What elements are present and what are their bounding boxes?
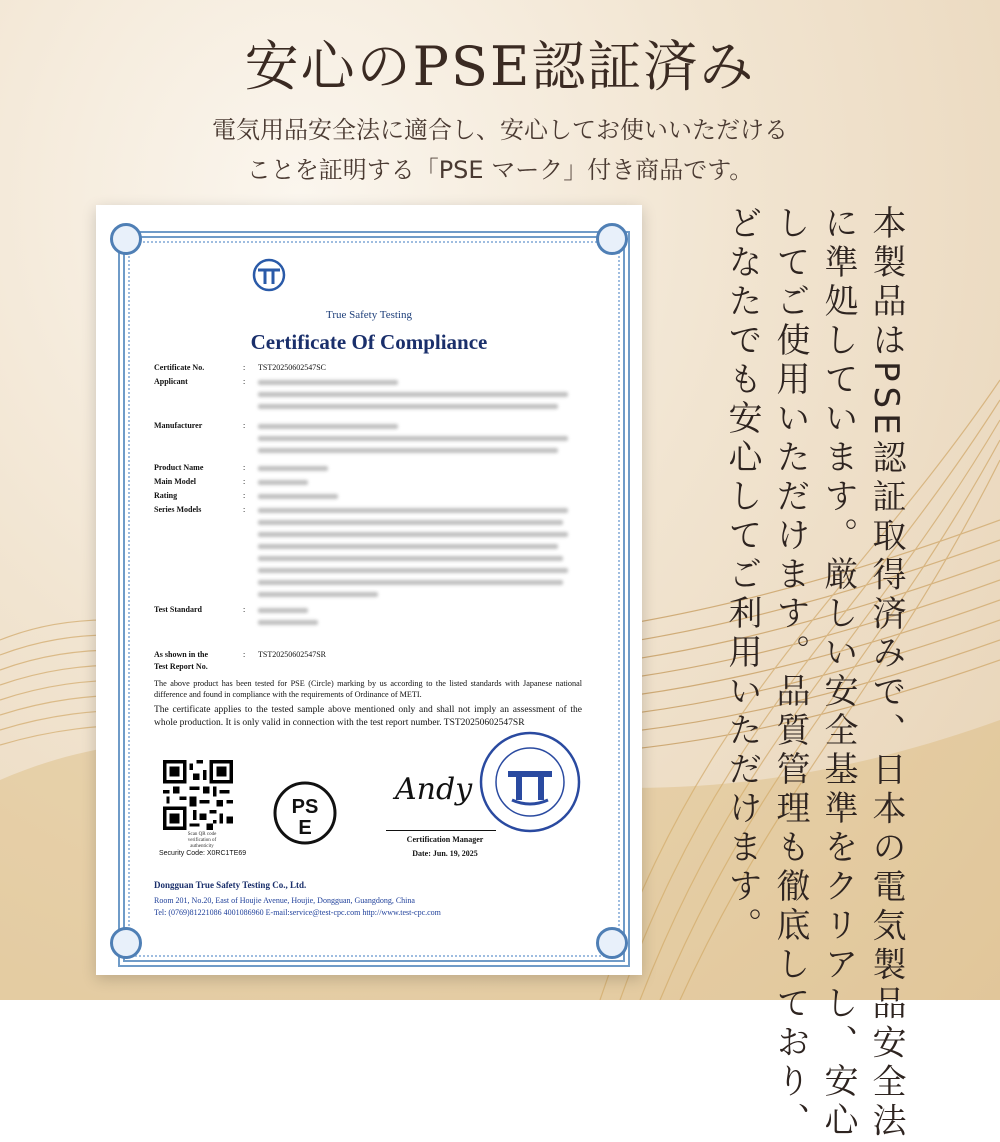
certificate-no-value: TST20250602547SC [258,363,327,372]
corner-ornament [596,223,628,255]
subheading-line-1: 電気用品安全法に適合し、安心してお使いいただける [212,116,788,144]
manager-title: Certification Manager [406,835,484,844]
series-models-label: Series Models [154,505,202,514]
vertical-text-col-1: 本製品はPSE認証取得済みで、日本の電気製品安全法 [866,205,906,1142]
applicant-label: Applicant [154,377,188,386]
qr-caption [178,832,226,850]
redacted-text [258,494,338,499]
redacted-text [258,466,328,471]
corner-ornament [110,223,142,255]
redacted-text [258,568,568,573]
rating-label: Rating [154,491,178,500]
redacted-text [258,508,568,513]
footer-company: Dongguan True Safety Testing Co., Ltd. [154,880,307,890]
colon: : [243,477,246,486]
colon: : [243,421,246,430]
corner-ornament [110,927,142,959]
svg-text:E: E [298,817,312,839]
as-shown-label: As shown in the [154,650,209,659]
redacted-text [258,380,398,385]
redacted-text [258,520,563,525]
manufacturer-label: Manufacturer [154,421,203,430]
colon: : [243,650,246,659]
subheading [0,110,1000,190]
test-standard-label: Test Standard [154,605,202,614]
tst-logo-icon [252,258,286,292]
redacted-text [258,592,378,597]
manager-date: Date: Jun. 19, 2025 [412,849,478,858]
colon: : [243,505,246,514]
redacted-text [258,404,558,409]
qr-caption-line-1: Scan QR code [187,832,217,837]
colon: : [243,363,246,372]
redacted-text [258,544,558,549]
subheading-line-2: ことを証明する「PSE マーク」付き商品です。 [246,156,754,184]
product-name-label: Product Name [154,463,204,472]
security-code: Security Code: X0RC1TE69 [159,850,247,857]
certificate-statement: The above product has been tested for PSE (Circle) marking by us according to the listed standards with Japanese national difference and found in compliance with the requirements of Ordinance of METI. [154,679,582,699]
svg-text:PS: PS [291,796,319,818]
vertical-text-col-3: してご使用いただけます。品質管理も徹底しており、 [770,205,810,1141]
redacted-text [258,620,318,625]
certificate-org-name: True Safety Testing [325,309,412,321]
footer-address: Room 201, No.20, East of Houjie Avenue, Houjie, Dongguan, Guangdong, China [154,896,415,905]
footer-contact: Tel: (0769)81221086 4001086960 E-mail:service@test-cpc.com http://www.test-cpc.com [154,908,441,917]
certificate-validity-statement: The certificate applies to the tested sample above mentioned only and shall not imply an assessment of the whole production. It is only valid in connection with the test report number. TST20250602547SR [154,705,582,728]
redacted-text [258,532,568,537]
redacted-text [258,608,308,613]
signature-line [386,830,496,831]
colon: : [243,377,246,386]
page-heading: 安心のPSE認証済み [244,35,756,98]
certificate-title: Certificate Of Compliance [250,330,488,354]
qr-caption-line-2: verification of authenticity [187,838,217,849]
colon: : [243,491,246,500]
redacted-text [258,556,563,561]
vertical-text-col-4: どなたでも安心してご利用いただけます。 [722,205,762,946]
redacted-text [258,580,563,585]
redacted-text [258,436,568,441]
colon: : [243,463,246,472]
signature: Andy [395,772,473,807]
test-report-no-label: Test Report No. [154,662,208,671]
redacted-text [258,448,558,453]
corner-ornament [596,927,628,959]
main-model-label: Main Model [154,477,196,486]
vertical-text-col-2: に準処しています。厳しい安全基準をクリアし、安心 [818,205,858,1141]
colon: : [243,605,246,614]
test-report-no-value: TST20250602547SR [258,650,327,659]
pse-circle-mark-icon [270,778,340,848]
certificate-no-label: Certificate No. [154,363,205,372]
redacted-text [258,392,568,397]
redacted-text [258,424,398,429]
approval-seal-icon [478,730,582,834]
qr-code [163,760,233,830]
redacted-text [258,480,308,485]
